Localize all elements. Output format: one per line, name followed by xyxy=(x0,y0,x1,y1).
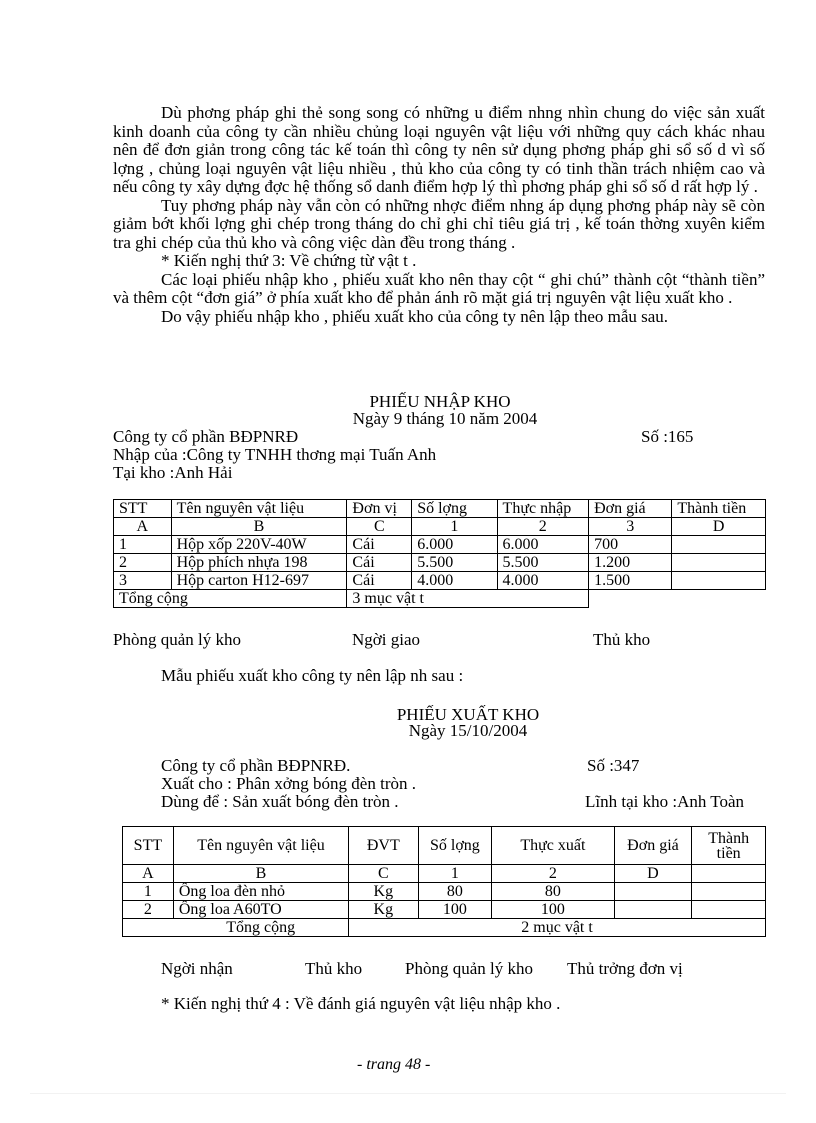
issue-company: Công ty cổ phần BĐPNRĐ. xyxy=(161,756,351,775)
cell-stt: 2 xyxy=(123,901,174,919)
issue-sign-storekeeper: Thủ kho xyxy=(305,959,363,978)
blank-cell xyxy=(589,590,766,608)
table-code-row xyxy=(123,865,766,883)
cell-price: 1.200 xyxy=(589,554,672,572)
code-cell: 1 xyxy=(418,865,492,883)
header-cell: Số lợng xyxy=(412,500,497,518)
receipt-date: Ngày 9 tháng 10 năm 2004 xyxy=(352,409,538,428)
receipt-sign-storekeeper: Thủ kho xyxy=(593,630,651,649)
paragraph-5: Do vậy phiếu nhập kho , phiếu xuất kho của công ty nên lập theo mẫu sau. xyxy=(161,306,669,326)
receipt-number: Số :165 xyxy=(641,427,694,446)
code-cell: A xyxy=(123,865,174,883)
header-cell: Tên nguyên vật liệu xyxy=(171,500,347,518)
issue-number: Số :347 xyxy=(587,756,640,775)
cell-amount xyxy=(692,901,766,919)
cell-actual: 6.000 xyxy=(497,536,589,554)
total-label: Tổng cộng xyxy=(114,590,347,608)
table-row xyxy=(123,883,766,901)
receipt-warehouse: Tại kho :Anh Hải xyxy=(113,463,233,482)
cell-name: Ống loa đèn nhỏ xyxy=(173,883,348,901)
cell-name: Hộp xốp 220V-40W xyxy=(171,536,347,554)
page-bottom-rule xyxy=(30,1093,786,1094)
table-row xyxy=(114,554,766,572)
table-total-row xyxy=(114,590,766,608)
issue-sign-head: Thủ trởng đơn vị xyxy=(567,959,683,978)
header-cell: Tên nguyên vật liệu xyxy=(173,827,348,865)
page-footer: - trang 48 - xyxy=(357,1056,431,1073)
cell-actual: 100 xyxy=(492,901,614,919)
code-cell: C xyxy=(347,518,412,536)
header-cell: Thực xuất xyxy=(492,827,614,865)
table-code-row xyxy=(114,518,766,536)
table-row xyxy=(114,572,766,590)
code-cell: 2 xyxy=(492,865,614,883)
cell-actual: 5.500 xyxy=(497,554,589,572)
code-cell xyxy=(692,865,766,883)
body-text xyxy=(113,104,765,326)
cell-qty: 100 xyxy=(418,901,492,919)
header-cell: Đơn giá xyxy=(614,827,692,865)
cell-unit: Kg xyxy=(349,883,418,901)
issue-sign-warehouse-dept: Phòng quản lý kho xyxy=(405,959,533,978)
receipt-sign-warehouse-dept: Phòng quản lý kho xyxy=(113,630,241,649)
issue-to: Xuất cho : Phân xởng bóng đèn tròn . xyxy=(161,774,416,793)
table-header-row xyxy=(114,500,766,518)
cell-stt: 3 xyxy=(114,572,172,590)
cell-stt: 1 xyxy=(123,883,174,901)
receipt-from: Nhập của :Công ty TNHH thơng mại Tuấn Anh xyxy=(113,445,437,464)
cell-stt: 1 xyxy=(114,536,172,554)
cell-name: Ống loa A60TO xyxy=(173,901,348,919)
header-cell: STT xyxy=(114,500,172,518)
header-cell: Thực nhập xyxy=(497,500,589,518)
issue-sign-receiver: Ngời nhận xyxy=(161,959,233,978)
total-value: 3 mục vật t xyxy=(347,590,589,608)
cell-actual: 4.000 xyxy=(497,572,589,590)
cell-stt: 2 xyxy=(114,554,172,572)
paragraph-1: Dù phơng pháp ghi thẻ song song có những u điểm nhng nhìn chung do việc sản xuất kinh doanh của công ty cần nhiều chủng loại nguyên vật liệu với những quy cách khác nhau nên để đơn giản trong công tác kế toán thì công ty nên sử dụng phơng pháp ghi sổ số d vì số lợng , chủng loại nguyên vật liệu nhiều , thủ kho của công ty có tinh thần trách nhiệm cao và nếu công ty xây dựng đợc hệ thống sổ danh điểm hợp lý thì phơng pháp ghi sổ số d rất hợp lý . xyxy=(113,103,765,196)
blank-cell xyxy=(123,919,174,937)
code-cell: B xyxy=(171,518,347,536)
cell-price xyxy=(614,883,692,901)
table-total-row xyxy=(123,919,766,937)
issue-title: PHIẾU XUẤT KHO xyxy=(396,705,540,724)
cell-price: 700 xyxy=(589,536,672,554)
receipt-sign-deliverer: Ngời giao xyxy=(352,630,421,649)
cell-qty: 80 xyxy=(418,883,492,901)
table-row xyxy=(114,536,766,554)
code-cell: D xyxy=(614,865,692,883)
header-cell: Đơn vị xyxy=(347,500,412,518)
issue-date: Ngày 15/10/2004 xyxy=(408,721,528,740)
recommendation-4: * Kiến nghị thứ 4 : Về đánh giá nguyên vật liệu nhập kho . xyxy=(161,994,561,1013)
receipt-title: PHIẾU NHẬP KHO xyxy=(369,392,511,411)
cell-actual: 80 xyxy=(492,883,614,901)
header-cell: STT xyxy=(123,827,174,865)
cell-unit: Cái xyxy=(347,572,412,590)
code-cell: B xyxy=(173,865,348,883)
table-header-row xyxy=(123,827,766,865)
header-cell: ĐVT xyxy=(349,827,418,865)
code-cell: 1 xyxy=(412,518,497,536)
cell-qty: 6.000 xyxy=(412,536,497,554)
cell-amount xyxy=(672,536,766,554)
cell-amount xyxy=(672,554,766,572)
receipt-table xyxy=(113,499,766,608)
paragraph-2: Tuy phơng pháp này vẫn còn có những nhợc điểm nhng áp dụng phơng pháp này sẽ còn giảm bớt khối lợng ghi chép trong tháng do chỉ ghi chỉ tiêu giá trị , kế toán thờng xuyên kiểm tra ghi chép của thủ kho và công việc dàn đều trong tháng . xyxy=(113,195,765,252)
header-cell: Đơn giá xyxy=(589,500,672,518)
issue-warehouse: Lĩnh tại kho :Anh Toàn xyxy=(585,792,745,811)
receipt-company: Công ty cổ phần BĐPNRĐ xyxy=(113,427,299,446)
issue-intro: Mẫu phiếu xuất kho công ty nên lập nh sau : xyxy=(161,666,464,685)
code-cell: C xyxy=(349,865,418,883)
code-cell: D xyxy=(672,518,766,536)
code-cell: 2 xyxy=(497,518,589,536)
code-cell: 3 xyxy=(589,518,672,536)
issue-table xyxy=(122,826,766,937)
code-cell: A xyxy=(114,518,172,536)
cell-qty: 5.500 xyxy=(412,554,497,572)
header-cell: Thành tiền xyxy=(692,827,766,865)
issue-purpose: Dùng để : Sản xuất bóng đèn tròn . xyxy=(161,792,399,811)
cell-name: Hộp carton H12-697 xyxy=(171,572,347,590)
paragraph-3: * Kiến nghị thứ 3: Về chứng từ vật t . xyxy=(161,251,417,270)
cell-unit: Kg xyxy=(349,901,418,919)
paragraph-4: Các loại phiếu nhập kho , phiếu xuất kho nên thay cột “ ghi chú” thành cột “thành tiền” và thêm cột “đơn giá” ở phía xuất kho để phản ánh rõ mặt giá trị nguyên vật liệu xuất kho . xyxy=(113,269,765,307)
cell-price xyxy=(614,901,692,919)
total-value: 2 mục vật t xyxy=(349,919,766,937)
total-label: Tổng cộng xyxy=(173,919,348,937)
cell-unit: Cái xyxy=(347,536,412,554)
cell-name: Hộp phích nhựa 198 xyxy=(171,554,347,572)
cell-price: 1.500 xyxy=(589,572,672,590)
cell-unit: Cái xyxy=(347,554,412,572)
table-row xyxy=(123,901,766,919)
header-cell: Thành tiền xyxy=(672,500,766,518)
header-cell: Số lợng xyxy=(418,827,492,865)
cell-qty: 4.000 xyxy=(412,572,497,590)
cell-amount xyxy=(692,883,766,901)
cell-amount xyxy=(672,572,766,590)
